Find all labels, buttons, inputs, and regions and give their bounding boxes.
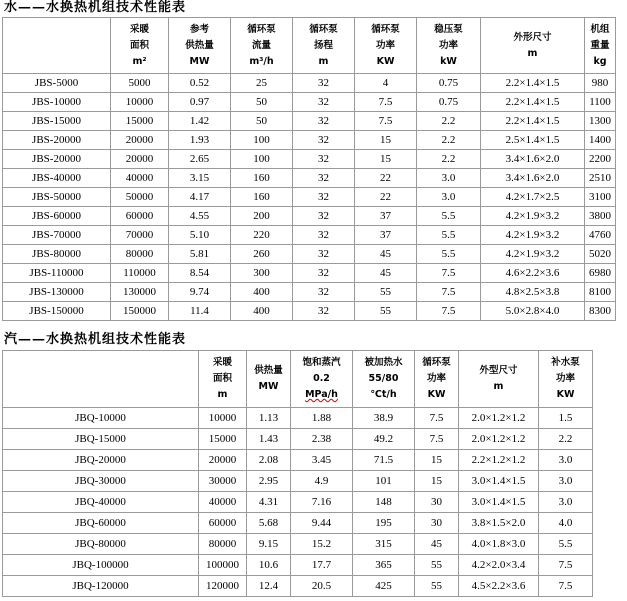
table-cell: 101: [353, 471, 415, 492]
table-cell: 3.4×1.6×2.0: [481, 169, 585, 188]
header-cell: 循环泵 流量 m³/h: [231, 18, 293, 74]
table-row: [3, 188, 616, 207]
table-cell: 22: [355, 188, 417, 207]
table-cell: 45: [355, 245, 417, 264]
table-cell: 70000: [111, 226, 169, 245]
table-cell: 3800: [585, 207, 616, 226]
table-cell: 120000: [199, 576, 247, 597]
model-cell: JBS-10000: [3, 93, 111, 112]
table-cell: 4.0×1.8×3.0: [459, 534, 539, 555]
table-cell: 2.65: [169, 150, 231, 169]
table-row: [3, 131, 616, 150]
table-row: [3, 555, 593, 576]
table-cell: 32: [293, 131, 355, 150]
header-cell: 外型尺寸 m: [459, 351, 539, 408]
header-cell: 外形尺寸 m: [481, 18, 585, 74]
model-cell: JBQ-10000: [3, 408, 199, 429]
table-cell: 38.9: [353, 408, 415, 429]
table-row: [3, 150, 616, 169]
table-cell: 2.0×1.2×1.2: [459, 429, 539, 450]
model-cell: JBS-150000: [3, 302, 111, 321]
header-cell: 供热量 MW: [247, 351, 291, 408]
table-cell: 150000: [111, 302, 169, 321]
table-cell: 0.75: [417, 93, 481, 112]
water-performance-table: [2, 17, 616, 321]
table-cell: 37: [355, 226, 417, 245]
table-cell: 55: [355, 302, 417, 321]
table-cell: 1.42: [169, 112, 231, 131]
steam-table-title: 汽——水换热机组技术性能表: [4, 332, 187, 347]
model-cell: JBS-40000: [3, 169, 111, 188]
table-cell: 260: [231, 245, 293, 264]
table-cell: 315: [353, 534, 415, 555]
table-cell: 20.5: [291, 576, 353, 597]
table-cell: 2.95: [247, 471, 291, 492]
table-cell: 400: [231, 283, 293, 302]
model-cell: JBS-80000: [3, 245, 111, 264]
header-cell: 采暖 面积 m: [199, 351, 247, 408]
table-cell: 3.0: [539, 450, 593, 471]
table-cell: 4.2×2.0×3.4: [459, 555, 539, 576]
table-row: [3, 93, 616, 112]
table-cell: 2510: [585, 169, 616, 188]
table-cell: 4.6×2.2×3.6: [481, 264, 585, 283]
table-row: [3, 513, 593, 534]
table-cell: 15: [415, 471, 459, 492]
table-cell: 4760: [585, 226, 616, 245]
table-cell: 32: [293, 93, 355, 112]
table-row: [3, 264, 616, 283]
table-cell: 4.2×1.7×2.5: [481, 188, 585, 207]
header-cell: 稳压泵 功率 kW: [417, 18, 481, 74]
table-cell: 5.10: [169, 226, 231, 245]
table-cell: 4.55: [169, 207, 231, 226]
model-cell: JBQ-80000: [3, 534, 199, 555]
table-cell: 7.5: [417, 283, 481, 302]
table-cell: 17.7: [291, 555, 353, 576]
table-cell: 32: [293, 245, 355, 264]
table-cell: 100000: [199, 555, 247, 576]
table-cell: 4.0: [539, 513, 593, 534]
model-cell: JBS-5000: [3, 74, 111, 93]
table-cell: 32: [293, 226, 355, 245]
table-cell: 4: [355, 74, 417, 93]
table-cell: 7.5: [415, 429, 459, 450]
table-row: [3, 302, 616, 321]
table-cell: 100: [231, 150, 293, 169]
header-cell: 循环泵 功率 KW: [355, 18, 417, 74]
table-cell: 980: [585, 74, 616, 93]
table-cell: 7.5: [355, 93, 417, 112]
table-cell: 425: [353, 576, 415, 597]
table-cell: 49.2: [353, 429, 415, 450]
table-cell: 4.31: [247, 492, 291, 513]
table-cell: 3.0×1.4×1.5: [459, 492, 539, 513]
table-cell: 7.5: [539, 555, 593, 576]
table-cell: 32: [293, 150, 355, 169]
table-cell: 5.81: [169, 245, 231, 264]
table-cell: 7.5: [355, 112, 417, 131]
header-cell: 循环泵 功率 KW: [415, 351, 459, 408]
table-cell: 1300: [585, 112, 616, 131]
table-cell: 1.13: [247, 408, 291, 429]
table-cell: 160: [231, 188, 293, 207]
table-cell: 32: [293, 283, 355, 302]
model-cell: JBS-130000: [3, 283, 111, 302]
model-cell: JBQ-20000: [3, 450, 199, 471]
table-cell: 200: [231, 207, 293, 226]
blank-header-cell: [3, 18, 111, 74]
table-cell: 37: [355, 207, 417, 226]
table-row: [3, 534, 593, 555]
header-cell: 补水泵 功率 KW: [539, 351, 593, 408]
table-cell: 10.6: [247, 555, 291, 576]
table-cell: 2.38: [291, 429, 353, 450]
table-cell: 50: [231, 93, 293, 112]
header-cell: 采暖 面积 m²: [111, 18, 169, 74]
table-cell: 3.4×1.6×2.0: [481, 150, 585, 169]
table-row: [3, 429, 593, 450]
table-cell: 0.75: [417, 74, 481, 93]
table-cell: 32: [293, 207, 355, 226]
table-cell: 10000: [111, 93, 169, 112]
table-cell: 160: [231, 169, 293, 188]
table-row: [3, 226, 616, 245]
table-row: [3, 74, 616, 93]
table-cell: 5.0×2.8×4.0: [481, 302, 585, 321]
table-row: [3, 471, 593, 492]
table-cell: 15: [355, 150, 417, 169]
table-cell: 4.5×2.2×3.6: [459, 576, 539, 597]
header-cell: 参考 供热量 MW: [169, 18, 231, 74]
table-row: [3, 283, 616, 302]
table-cell: 100: [231, 131, 293, 150]
table-cell: 195: [353, 513, 415, 534]
table-cell: 2.2: [539, 429, 593, 450]
table-cell: 5.68: [247, 513, 291, 534]
table-cell: 32: [293, 188, 355, 207]
table-cell: 12.4: [247, 576, 291, 597]
table-cell: 80000: [111, 245, 169, 264]
table-cell: 5000: [111, 74, 169, 93]
table-cell: 4.17: [169, 188, 231, 207]
table-cell: 5.5: [417, 226, 481, 245]
table-cell: 30000: [199, 471, 247, 492]
table-cell: 3.8×1.5×2.0: [459, 513, 539, 534]
table-cell: 8.54: [169, 264, 231, 283]
water-table-title: 水——水换热机组技术性能表: [4, 0, 187, 15]
table-cell: 15.2: [291, 534, 353, 555]
table-cell: 5.5: [417, 207, 481, 226]
table-cell: 4.2×1.9×3.2: [481, 207, 585, 226]
table-cell: 6980: [585, 264, 616, 283]
table-cell: 220: [231, 226, 293, 245]
table-cell: 32: [293, 74, 355, 93]
table-cell: 30: [415, 492, 459, 513]
table-row: [3, 492, 593, 513]
table-cell: 130000: [111, 283, 169, 302]
table-cell: 3.0×1.4×1.5: [459, 471, 539, 492]
model-cell: JBS-20000: [3, 150, 111, 169]
table-cell: 4.9: [291, 471, 353, 492]
table-cell: 5020: [585, 245, 616, 264]
table-row: [3, 169, 616, 188]
header-cell: 被加热水 55/80 ℃t/h: [353, 351, 415, 408]
model-cell: JBS-110000: [3, 264, 111, 283]
table-cell: 15000: [199, 429, 247, 450]
table-cell: 15000: [111, 112, 169, 131]
table-cell: 8300: [585, 302, 616, 321]
table-cell: 3.15: [169, 169, 231, 188]
model-cell: JBQ-100000: [3, 555, 199, 576]
table-cell: 60000: [111, 207, 169, 226]
table-cell: 50000: [111, 188, 169, 207]
table-cell: 1100: [585, 93, 616, 112]
table-cell: 45: [415, 534, 459, 555]
table-cell: 5.5: [539, 534, 593, 555]
header-cell: 机组 重量 kg: [585, 18, 616, 74]
table-cell: 0.52: [169, 74, 231, 93]
model-cell: JBS-60000: [3, 207, 111, 226]
table-cell: 20000: [199, 450, 247, 471]
model-cell: JBQ-15000: [3, 429, 199, 450]
header-cell: 饱和蒸汽 0.2 MPa/h: [291, 351, 353, 408]
header-cell: 循环泵 扬程 m: [293, 18, 355, 74]
table-cell: 3.0: [539, 492, 593, 513]
table-cell: 5.5: [417, 245, 481, 264]
table-cell: 55: [355, 283, 417, 302]
table-cell: 2.2×1.4×1.5: [481, 112, 585, 131]
table-cell: 110000: [111, 264, 169, 283]
table-cell: 2.2: [417, 150, 481, 169]
table-row: [3, 408, 593, 429]
table-cell: 7.5: [539, 576, 593, 597]
table-row: [3, 450, 593, 471]
table-row: [3, 207, 616, 226]
table-cell: 9.44: [291, 513, 353, 534]
table-cell: 22: [355, 169, 417, 188]
model-cell: JBS-70000: [3, 226, 111, 245]
table-cell: 2.2×1.4×1.5: [481, 93, 585, 112]
model-cell: JBQ-40000: [3, 492, 199, 513]
table-cell: 1.5: [539, 408, 593, 429]
model-cell: JBS-50000: [3, 188, 111, 207]
table-cell: 2.2×1.4×1.5: [481, 74, 585, 93]
table-cell: 20000: [111, 150, 169, 169]
steam-performance-table: [2, 350, 593, 597]
table-cell: 9.74: [169, 283, 231, 302]
table-cell: 1.43: [247, 429, 291, 450]
table-cell: 2.08: [247, 450, 291, 471]
table-cell: 40000: [111, 169, 169, 188]
table-header-row: [3, 351, 593, 408]
table-cell: 2.2×1.2×1.2: [459, 450, 539, 471]
table-cell: 365: [353, 555, 415, 576]
table-cell: 55: [415, 576, 459, 597]
table-cell: 3.45: [291, 450, 353, 471]
table-cell: 40000: [199, 492, 247, 513]
table-cell: 8100: [585, 283, 616, 302]
model-cell: JBS-15000: [3, 112, 111, 131]
table-cell: 3100: [585, 188, 616, 207]
table-cell: 15: [415, 450, 459, 471]
table-cell: 2.0×1.2×1.2: [459, 408, 539, 429]
table-cell: 7.5: [417, 264, 481, 283]
table-cell: 400: [231, 302, 293, 321]
table-cell: 1.93: [169, 131, 231, 150]
table-cell: 32: [293, 302, 355, 321]
model-cell: JBS-20000: [3, 131, 111, 150]
table-header-row: [3, 18, 616, 74]
table-cell: 50: [231, 112, 293, 131]
table-row: [3, 576, 593, 597]
table-cell: 2.2: [417, 112, 481, 131]
table-cell: 3.0: [417, 188, 481, 207]
table-cell: 15: [355, 131, 417, 150]
table-cell: 4.2×1.9×3.2: [481, 226, 585, 245]
table-cell: 0.97: [169, 93, 231, 112]
table-cell: 7.5: [415, 408, 459, 429]
table-cell: 32: [293, 169, 355, 188]
table-cell: 55: [415, 555, 459, 576]
model-cell: JBQ-60000: [3, 513, 199, 534]
table-cell: 2.2: [417, 131, 481, 150]
table-cell: 3.0: [417, 169, 481, 188]
model-cell: JBQ-30000: [3, 471, 199, 492]
table-row: [3, 245, 616, 264]
table-cell: 300: [231, 264, 293, 283]
table-cell: 1.88: [291, 408, 353, 429]
table-cell: 10000: [199, 408, 247, 429]
table-cell: 2200: [585, 150, 616, 169]
table-cell: 148: [353, 492, 415, 513]
blank-header-cell: [3, 351, 199, 408]
table-cell: 9.15: [247, 534, 291, 555]
table-cell: 60000: [199, 513, 247, 534]
table-cell: 7.16: [291, 492, 353, 513]
table-cell: 71.5: [353, 450, 415, 471]
table-cell: 32: [293, 264, 355, 283]
model-cell: JBQ-120000: [3, 576, 199, 597]
table-cell: 4.2×1.9×3.2: [481, 245, 585, 264]
table-cell: 80000: [199, 534, 247, 555]
table-cell: 45: [355, 264, 417, 283]
table-cell: 3.0: [539, 471, 593, 492]
table-cell: 7.5: [417, 302, 481, 321]
table-cell: 4.8×2.5×3.8: [481, 283, 585, 302]
table-cell: 2.5×1.4×1.5: [481, 131, 585, 150]
table-cell: 1400: [585, 131, 616, 150]
table-cell: 30: [415, 513, 459, 534]
table-row: [3, 112, 616, 131]
table-cell: 20000: [111, 131, 169, 150]
table-cell: 11.4: [169, 302, 231, 321]
table-cell: 25: [231, 74, 293, 93]
table-cell: 32: [293, 112, 355, 131]
